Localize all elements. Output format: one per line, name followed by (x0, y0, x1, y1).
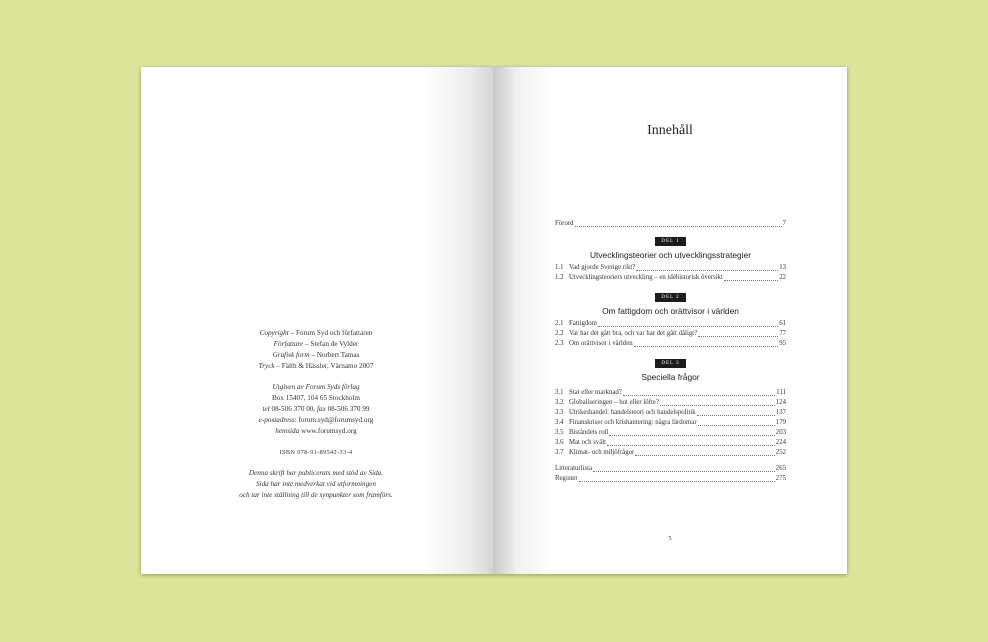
credit-line: Grafisk form – Norbert Tamas (272, 351, 360, 359)
toc-entry: 3.5 Biståndets roll 203 (555, 429, 786, 436)
imprint (201, 328, 431, 511)
toc-entry: 2.1 Fattigdom 61 (555, 320, 786, 327)
part-header (555, 237, 786, 246)
toc-entry-references: Litteraturlista 265 (555, 465, 786, 472)
toc-title: Innehåll (647, 123, 693, 138)
part-badge: DEL 3 (655, 359, 685, 368)
isbn: ISBN 978-91-89542-33-4 (279, 449, 353, 456)
credit-line: Författare – Stefan de Vylder (273, 340, 359, 348)
part-badge: DEL 2 (655, 293, 685, 302)
website: hemsida www.forumsyd.org (275, 427, 357, 435)
toc-entry: 3.1 Stat eller marknad? 111 (555, 389, 786, 396)
publisher: Utgiven av Forum Syds förlag (272, 383, 360, 391)
page-number: 5 (668, 535, 672, 542)
credits (201, 328, 431, 372)
toc-entry: 1.2 Utvecklingsteoriers utveckling – en idéhistorisk översikt 22 (555, 274, 786, 281)
credit-line: Copyright – Forum Syd och författaren (259, 329, 373, 337)
toc-entry-foreword: Förord 7 (555, 220, 786, 227)
toc-entry: 3.6 Mat och svält 224 (555, 439, 786, 446)
gutter-shadow (493, 67, 553, 574)
notice-line: och tar inte ställning till de synpunkter som framförs. (239, 491, 393, 499)
right-page (493, 67, 847, 574)
part-badge: DEL 1 (655, 237, 685, 246)
toc-entry: 3.7 Klimat- och miljöfrågor 252 (555, 449, 786, 456)
sida-notice (201, 468, 431, 501)
book-spread (141, 67, 847, 574)
part-header (555, 293, 786, 302)
table-of-contents (555, 219, 786, 484)
address: Box 15407, 104 65 Stockholm (271, 394, 361, 402)
part-title: Speciella frågor (641, 372, 700, 382)
toc-entry: 3.2 Globaliseringen – hot eller löfte? 124 (555, 399, 786, 406)
toc-entry: 3.3 Utrikeshandel: handelsteori och handelspolitik 137 (555, 409, 786, 416)
notice-line: Sida har inte medverkat vid utformningen (256, 480, 376, 488)
toc-entry: 2.3 Om orättvisor i världen 95 (555, 340, 786, 347)
toc-entry: 1.1 Vad gjorde Sverige rikt? 13 (555, 264, 786, 271)
notice-line: Denna skrift har publicerats med stöd av Sida. (248, 469, 384, 477)
gutter-shadow (423, 67, 493, 574)
phone: tel 08-506 370 00, fax 08-506 370 99 (262, 405, 370, 413)
publisher-info (201, 382, 431, 437)
part-title: Utvecklingsteorier och utvecklingsstrategier (589, 250, 752, 260)
credit-line: Tryck – Fälth & Hässler, Värnamo 2007 (258, 362, 374, 370)
toc-entry-index: Register 275 (555, 475, 786, 482)
email: e-postadress: forum.syd@forumsyd.org (258, 416, 374, 424)
part-header (555, 359, 786, 368)
isbn-block (201, 447, 431, 458)
toc-entry: 3.4 Finanskriser och krishantering: några lärdomar 179 (555, 419, 786, 426)
left-page (141, 67, 493, 574)
toc-entry: 2.2 Var har det gått bra, och var har det gått dåligt? 77 (555, 330, 786, 337)
part-title: Om fattigdom och orättvisor i världen (602, 306, 739, 316)
